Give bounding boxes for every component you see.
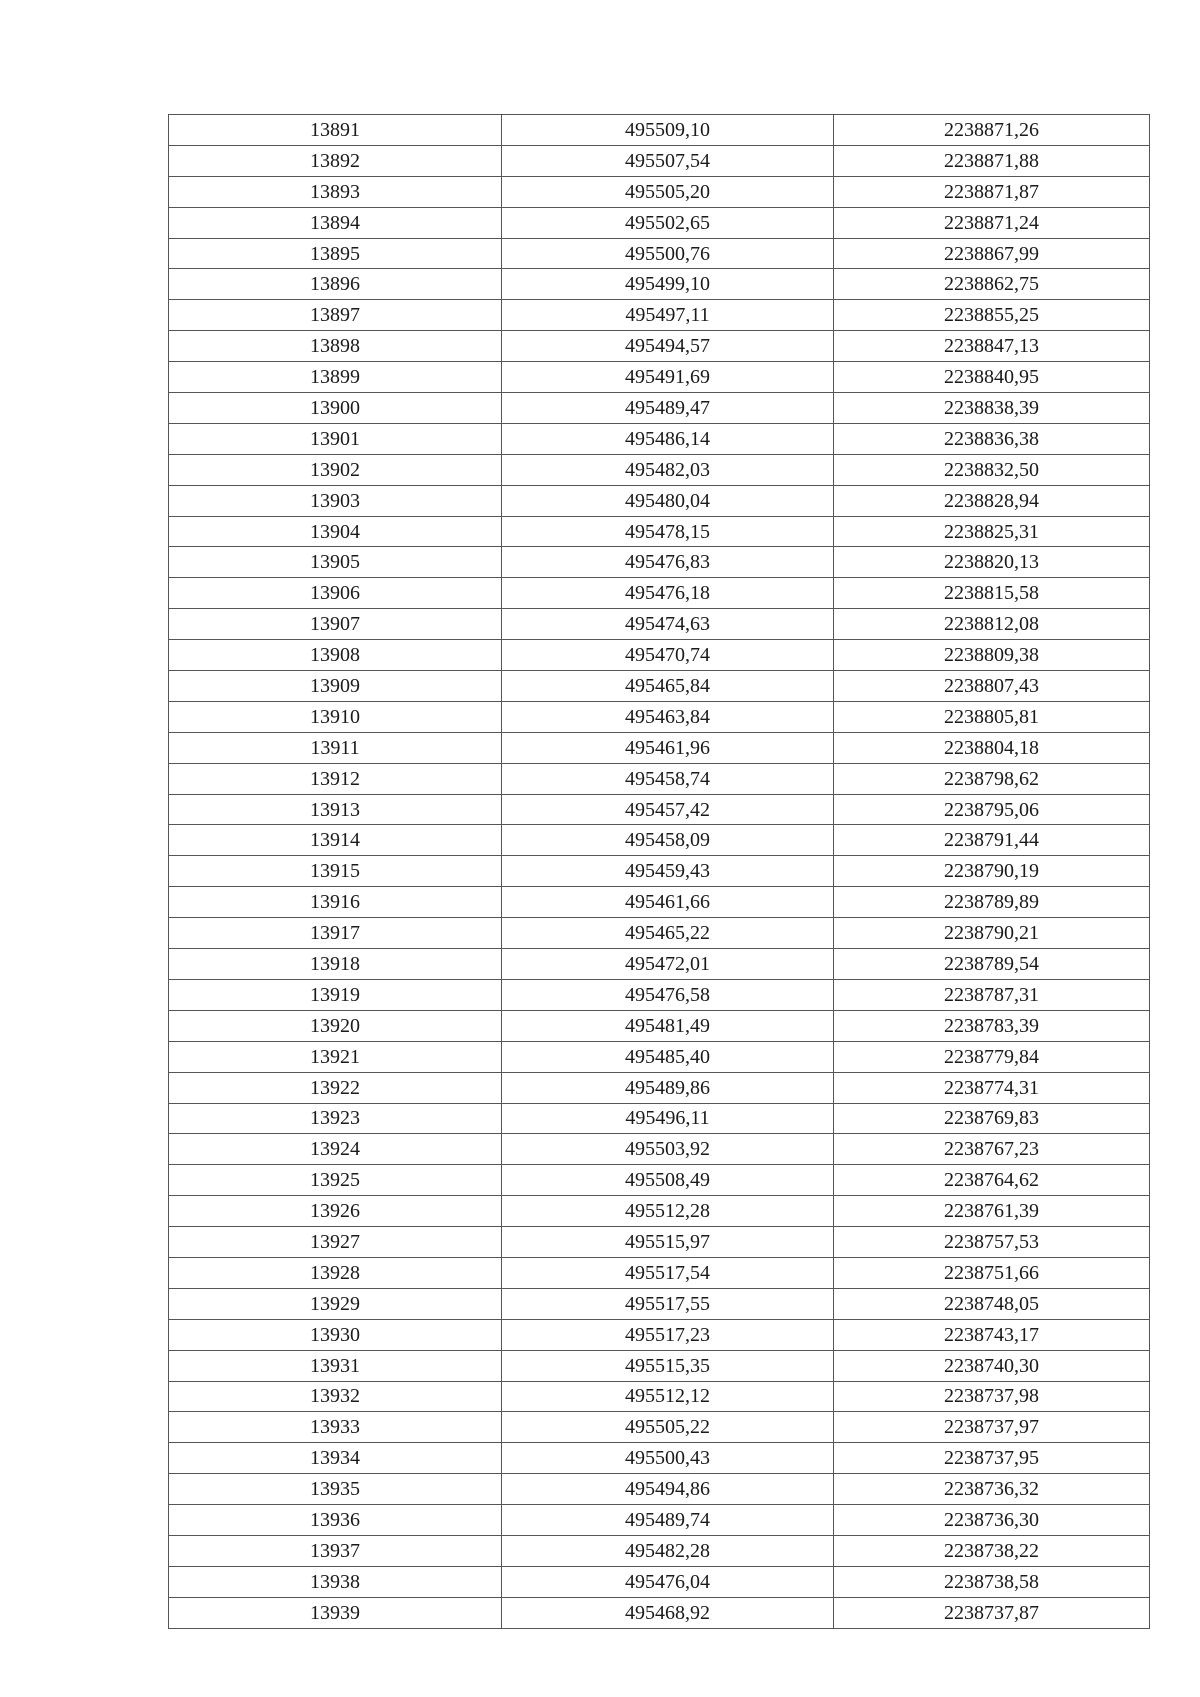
y-coordinate-cell: 2238825,31 xyxy=(834,516,1150,547)
table-row xyxy=(169,1535,1150,1566)
point-number-cell: 13932 xyxy=(169,1381,502,1412)
y-coordinate-cell: 2238791,44 xyxy=(834,825,1150,856)
y-coordinate-cell: 2238789,54 xyxy=(834,949,1150,980)
point-number-cell: 13901 xyxy=(169,423,502,454)
y-coordinate-cell: 2238790,19 xyxy=(834,856,1150,887)
point-number-cell: 13919 xyxy=(169,979,502,1010)
table-row xyxy=(169,1041,1150,1072)
point-number-cell: 13910 xyxy=(169,701,502,732)
y-coordinate-cell: 2238838,39 xyxy=(834,393,1150,424)
x-coordinate-cell: 495476,58 xyxy=(502,979,834,1010)
y-coordinate-cell: 2238832,50 xyxy=(834,454,1150,485)
point-number-cell: 13936 xyxy=(169,1505,502,1536)
y-coordinate-cell: 2238871,88 xyxy=(834,145,1150,176)
y-coordinate-cell: 2238736,32 xyxy=(834,1474,1150,1505)
point-number-cell: 13913 xyxy=(169,794,502,825)
table-row xyxy=(169,1196,1150,1227)
table-row xyxy=(169,1381,1150,1412)
y-coordinate-cell: 2238836,38 xyxy=(834,423,1150,454)
point-number-cell: 13921 xyxy=(169,1041,502,1072)
y-coordinate-cell: 2238738,22 xyxy=(834,1535,1150,1566)
y-coordinate-cell: 2238761,39 xyxy=(834,1196,1150,1227)
x-coordinate-cell: 495515,97 xyxy=(502,1227,834,1258)
coordinate-table xyxy=(168,114,1150,1629)
table-row xyxy=(169,1010,1150,1041)
table-row xyxy=(169,732,1150,763)
x-coordinate-cell: 495502,65 xyxy=(502,207,834,238)
x-coordinate-cell: 495500,76 xyxy=(502,238,834,269)
y-coordinate-cell: 2238862,75 xyxy=(834,269,1150,300)
x-coordinate-cell: 495494,86 xyxy=(502,1474,834,1505)
x-coordinate-cell: 495461,66 xyxy=(502,887,834,918)
x-coordinate-cell: 495458,09 xyxy=(502,825,834,856)
point-number-cell: 13934 xyxy=(169,1443,502,1474)
point-number-cell: 13920 xyxy=(169,1010,502,1041)
y-coordinate-cell: 2238767,23 xyxy=(834,1134,1150,1165)
table-row xyxy=(169,362,1150,393)
point-number-cell: 13927 xyxy=(169,1227,502,1258)
x-coordinate-cell: 495485,40 xyxy=(502,1041,834,1072)
table-row xyxy=(169,145,1150,176)
table-row xyxy=(169,1134,1150,1165)
point-number-cell: 13904 xyxy=(169,516,502,547)
point-number-cell: 13907 xyxy=(169,609,502,640)
x-coordinate-cell: 495517,55 xyxy=(502,1288,834,1319)
point-number-cell: 13916 xyxy=(169,887,502,918)
y-coordinate-cell: 2238789,89 xyxy=(834,887,1150,918)
y-coordinate-cell: 2238737,98 xyxy=(834,1381,1150,1412)
table-row xyxy=(169,1319,1150,1350)
x-coordinate-cell: 495489,86 xyxy=(502,1072,834,1103)
table-row xyxy=(169,393,1150,424)
y-coordinate-cell: 2238805,81 xyxy=(834,701,1150,732)
x-coordinate-cell: 495478,15 xyxy=(502,516,834,547)
point-number-cell: 13923 xyxy=(169,1103,502,1134)
point-number-cell: 13898 xyxy=(169,331,502,362)
x-coordinate-cell: 495494,57 xyxy=(502,331,834,362)
point-number-cell: 13924 xyxy=(169,1134,502,1165)
x-coordinate-cell: 495517,23 xyxy=(502,1319,834,1350)
point-number-cell: 13899 xyxy=(169,362,502,393)
y-coordinate-cell: 2238828,94 xyxy=(834,485,1150,516)
table-row xyxy=(169,331,1150,362)
y-coordinate-cell: 2238787,31 xyxy=(834,979,1150,1010)
point-number-cell: 13900 xyxy=(169,393,502,424)
table-row xyxy=(169,1103,1150,1134)
table-row xyxy=(169,1257,1150,1288)
y-coordinate-cell: 2238737,95 xyxy=(834,1443,1150,1474)
y-coordinate-cell: 2238748,05 xyxy=(834,1288,1150,1319)
table-row xyxy=(169,115,1150,146)
point-number-cell: 13915 xyxy=(169,856,502,887)
point-number-cell: 13931 xyxy=(169,1350,502,1381)
table-row xyxy=(169,207,1150,238)
x-coordinate-cell: 495459,43 xyxy=(502,856,834,887)
point-number-cell: 13930 xyxy=(169,1319,502,1350)
y-coordinate-cell: 2238871,26 xyxy=(834,115,1150,146)
point-number-cell: 13928 xyxy=(169,1257,502,1288)
y-coordinate-cell: 2238812,08 xyxy=(834,609,1150,640)
x-coordinate-cell: 495491,69 xyxy=(502,362,834,393)
table-row xyxy=(169,578,1150,609)
table-row xyxy=(169,701,1150,732)
point-number-cell: 13891 xyxy=(169,115,502,146)
y-coordinate-cell: 2238738,58 xyxy=(834,1566,1150,1597)
point-number-cell: 13906 xyxy=(169,578,502,609)
point-number-cell: 13922 xyxy=(169,1072,502,1103)
point-number-cell: 13908 xyxy=(169,640,502,671)
point-number-cell: 13895 xyxy=(169,238,502,269)
y-coordinate-cell: 2238804,18 xyxy=(834,732,1150,763)
point-number-cell: 13917 xyxy=(169,918,502,949)
y-coordinate-cell: 2238736,30 xyxy=(834,1505,1150,1536)
x-coordinate-cell: 495507,54 xyxy=(502,145,834,176)
x-coordinate-cell: 495499,10 xyxy=(502,269,834,300)
y-coordinate-cell: 2238751,66 xyxy=(834,1257,1150,1288)
table-row xyxy=(169,794,1150,825)
table-row xyxy=(169,1350,1150,1381)
y-coordinate-cell: 2238871,24 xyxy=(834,207,1150,238)
table-row xyxy=(169,176,1150,207)
x-coordinate-cell: 495509,10 xyxy=(502,115,834,146)
x-coordinate-cell: 495474,63 xyxy=(502,609,834,640)
x-coordinate-cell: 495505,20 xyxy=(502,176,834,207)
x-coordinate-cell: 495489,47 xyxy=(502,393,834,424)
point-number-cell: 13894 xyxy=(169,207,502,238)
y-coordinate-cell: 2238809,38 xyxy=(834,640,1150,671)
point-number-cell: 13893 xyxy=(169,176,502,207)
y-coordinate-cell: 2238798,62 xyxy=(834,763,1150,794)
y-coordinate-cell: 2238807,43 xyxy=(834,671,1150,702)
y-coordinate-cell: 2238764,62 xyxy=(834,1165,1150,1196)
point-number-cell: 13902 xyxy=(169,454,502,485)
point-number-cell: 13896 xyxy=(169,269,502,300)
table-row xyxy=(169,1072,1150,1103)
y-coordinate-cell: 2238871,87 xyxy=(834,176,1150,207)
x-coordinate-cell: 495468,92 xyxy=(502,1597,834,1628)
y-coordinate-cell: 2238757,53 xyxy=(834,1227,1150,1258)
table-row xyxy=(169,856,1150,887)
x-coordinate-cell: 495489,74 xyxy=(502,1505,834,1536)
point-number-cell: 13914 xyxy=(169,825,502,856)
y-coordinate-cell: 2238840,95 xyxy=(834,362,1150,393)
x-coordinate-cell: 495515,35 xyxy=(502,1350,834,1381)
point-number-cell: 13929 xyxy=(169,1288,502,1319)
table-row xyxy=(169,454,1150,485)
y-coordinate-cell: 2238774,31 xyxy=(834,1072,1150,1103)
x-coordinate-cell: 495458,74 xyxy=(502,763,834,794)
table-row xyxy=(169,640,1150,671)
y-coordinate-cell: 2238815,58 xyxy=(834,578,1150,609)
table-row xyxy=(169,516,1150,547)
table-row xyxy=(169,887,1150,918)
table-row xyxy=(169,1412,1150,1443)
y-coordinate-cell: 2238847,13 xyxy=(834,331,1150,362)
table-row xyxy=(169,979,1150,1010)
x-coordinate-cell: 495517,54 xyxy=(502,1257,834,1288)
y-coordinate-cell: 2238790,21 xyxy=(834,918,1150,949)
x-coordinate-cell: 495470,74 xyxy=(502,640,834,671)
y-coordinate-cell: 2238743,17 xyxy=(834,1319,1150,1350)
table-row xyxy=(169,1597,1150,1628)
x-coordinate-cell: 495486,14 xyxy=(502,423,834,454)
x-coordinate-cell: 495481,49 xyxy=(502,1010,834,1041)
table-row xyxy=(169,1474,1150,1505)
y-coordinate-cell: 2238737,97 xyxy=(834,1412,1150,1443)
table-row xyxy=(169,1227,1150,1258)
table-row xyxy=(169,238,1150,269)
x-coordinate-cell: 495497,11 xyxy=(502,300,834,331)
table-row xyxy=(169,609,1150,640)
y-coordinate-cell: 2238779,84 xyxy=(834,1041,1150,1072)
y-coordinate-cell: 2238737,87 xyxy=(834,1597,1150,1628)
x-coordinate-cell: 495505,22 xyxy=(502,1412,834,1443)
point-number-cell: 13925 xyxy=(169,1165,502,1196)
point-number-cell: 13933 xyxy=(169,1412,502,1443)
x-coordinate-cell: 495480,04 xyxy=(502,485,834,516)
point-number-cell: 13892 xyxy=(169,145,502,176)
x-coordinate-cell: 495463,84 xyxy=(502,701,834,732)
x-coordinate-cell: 495457,42 xyxy=(502,794,834,825)
x-coordinate-cell: 495476,04 xyxy=(502,1566,834,1597)
point-number-cell: 13912 xyxy=(169,763,502,794)
table-row xyxy=(169,918,1150,949)
x-coordinate-cell: 495508,49 xyxy=(502,1165,834,1196)
point-number-cell: 13909 xyxy=(169,671,502,702)
x-coordinate-cell: 495512,12 xyxy=(502,1381,834,1412)
point-number-cell: 13911 xyxy=(169,732,502,763)
table-row xyxy=(169,1505,1150,1536)
table-row xyxy=(169,269,1150,300)
table-row xyxy=(169,485,1150,516)
point-number-cell: 13938 xyxy=(169,1566,502,1597)
table-row xyxy=(169,825,1150,856)
point-number-cell: 13918 xyxy=(169,949,502,980)
y-coordinate-cell: 2238855,25 xyxy=(834,300,1150,331)
x-coordinate-cell: 495461,96 xyxy=(502,732,834,763)
table-row xyxy=(169,1566,1150,1597)
x-coordinate-cell: 495476,18 xyxy=(502,578,834,609)
x-coordinate-cell: 495482,28 xyxy=(502,1535,834,1566)
table-row xyxy=(169,547,1150,578)
point-number-cell: 13926 xyxy=(169,1196,502,1227)
point-number-cell: 13903 xyxy=(169,485,502,516)
y-coordinate-cell: 2238769,83 xyxy=(834,1103,1150,1134)
x-coordinate-cell: 495500,43 xyxy=(502,1443,834,1474)
x-coordinate-cell: 495476,83 xyxy=(502,547,834,578)
x-coordinate-cell: 495465,22 xyxy=(502,918,834,949)
y-coordinate-cell: 2238867,99 xyxy=(834,238,1150,269)
x-coordinate-cell: 495496,11 xyxy=(502,1103,834,1134)
table-row xyxy=(169,300,1150,331)
table-row xyxy=(169,423,1150,454)
table-row xyxy=(169,1443,1150,1474)
x-coordinate-cell: 495465,84 xyxy=(502,671,834,702)
x-coordinate-cell: 495472,01 xyxy=(502,949,834,980)
point-number-cell: 13897 xyxy=(169,300,502,331)
y-coordinate-cell: 2238783,39 xyxy=(834,1010,1150,1041)
y-coordinate-cell: 2238740,30 xyxy=(834,1350,1150,1381)
coordinate-table-body xyxy=(169,115,1150,1629)
point-number-cell: 13905 xyxy=(169,547,502,578)
table-row xyxy=(169,1288,1150,1319)
point-number-cell: 13937 xyxy=(169,1535,502,1566)
point-number-cell: 13935 xyxy=(169,1474,502,1505)
table-row xyxy=(169,949,1150,980)
table-row xyxy=(169,763,1150,794)
y-coordinate-cell: 2238795,06 xyxy=(834,794,1150,825)
y-coordinate-cell: 2238820,13 xyxy=(834,547,1150,578)
x-coordinate-cell: 495482,03 xyxy=(502,454,834,485)
table-row xyxy=(169,1165,1150,1196)
table-row xyxy=(169,671,1150,702)
x-coordinate-cell: 495512,28 xyxy=(502,1196,834,1227)
point-number-cell: 13939 xyxy=(169,1597,502,1628)
x-coordinate-cell: 495503,92 xyxy=(502,1134,834,1165)
